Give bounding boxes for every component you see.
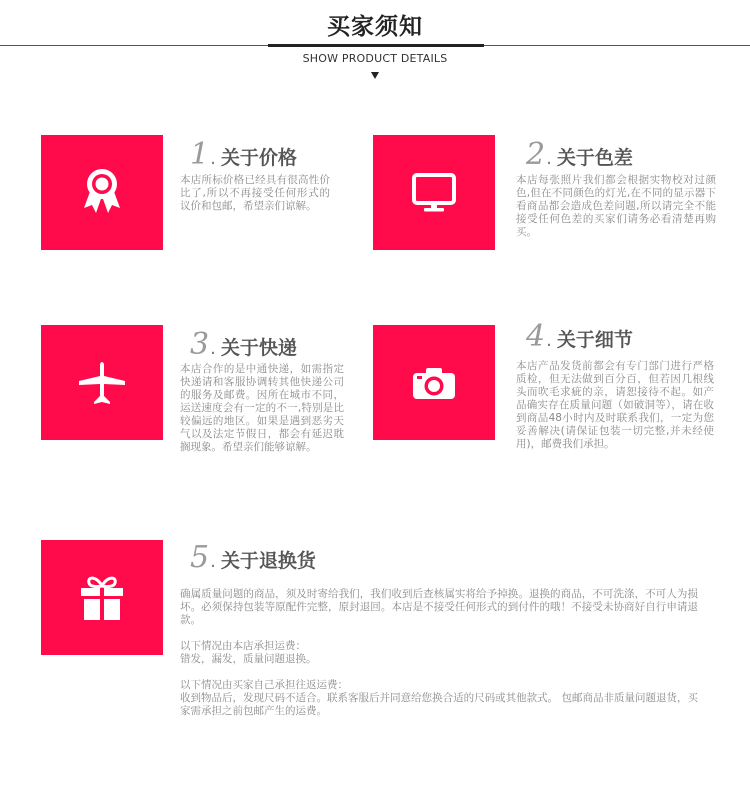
section-body-details: 本店产品发货前都会有专门部门进行严格质检，但无法做到百分百，但若因几根线头而吹毛求疵的亲，请恕接待不起。如产品确实存在质量问题（如破洞等），请在收到商品48小时内及时联系我们，一定为您妥善解决(请保证包装一切完整,并未经使用)，邮费我们承担。	[516, 360, 714, 450]
section-body-price: 本店所标价格已经具有很高性价比了,所以不再接受任何形式的议价和包邮，希望亲们谅解。	[180, 174, 330, 212]
section-heading: 关于价格	[220, 147, 297, 169]
section-number: 1	[190, 137, 210, 172]
section-number: 3	[190, 327, 210, 362]
price-icon-box	[41, 135, 163, 250]
gift-icon	[79, 574, 125, 622]
airplane-icon	[77, 360, 127, 406]
seller-pays-text: 错发，漏发，质量问题退换。	[180, 653, 317, 665]
section-heading: 关于色差	[556, 147, 633, 169]
details-icon-box	[373, 325, 495, 440]
camera-icon	[411, 365, 457, 401]
buyer-pays-text: 收到物品后，发现尺码不适合。联系客服后并同意给您换合适的尺码或其他款式。 包邮商品非质量问题退货，买家需承担之前包邮产生的运费。	[180, 692, 698, 717]
section-title-color: 2 . 关于色差	[526, 137, 633, 172]
down-arrow-icon	[371, 72, 379, 79]
title-underline	[268, 44, 484, 47]
section-heading: 关于快递	[220, 337, 297, 359]
section-number: 2	[526, 137, 546, 172]
delivery-icon-box	[41, 325, 163, 440]
section-number: 4	[526, 319, 546, 354]
section-body-color: 本店每张照片我们都会根据实物校对过颜色,但在不同颜色的灯光,在不同的显示器下看商品都会造成色差问题,所以请完全不能接受任何色差的买家们请务必看清楚再购买。	[516, 174, 716, 238]
section-body-delivery: 本店合作的是中通快递，如需指定快递请和客服协调转其他快递公司的服务及邮费。因所在城市不同，运送速度会有一定的不一,特别是比较偏远的地区。如果是遇到恶劣天气以及法定节假日，都会有延迟耽搁现象。希望亲们能够谅解。	[180, 363, 344, 453]
returns-icon-box	[41, 540, 163, 655]
section-title-details: 4 . 关于细节	[526, 319, 633, 354]
section-number: 5	[190, 540, 210, 575]
section-heading: 关于细节	[556, 329, 633, 351]
page-header	[0, 0, 750, 90]
returns-policy-text: 确属质量问题的商品，须及时寄给我们，我们收到后查核属实将给予掉换。退换的商品，不可洗涤，不可人为损坏。必须保持包装等原配件完整，原封退回。本店是不接受任何形式的到付件的哦！不接受未协商好自行申请退款。	[180, 588, 698, 626]
seller-pays-label: 以下情况由本店承担运费：	[180, 640, 306, 652]
buyer-pays-label: 以下情况由买家自己承担往返运费：	[180, 679, 348, 691]
ribbon-award-icon	[82, 167, 122, 219]
section-title-delivery: 3 . 关于快递	[190, 327, 297, 362]
page-subtitle: SHOW PRODUCT DETAILS	[302, 52, 448, 65]
section-title-returns: 5 . 关于退换货	[190, 540, 316, 575]
section-heading: 关于退换货	[220, 550, 316, 572]
color-icon-box	[373, 135, 495, 250]
section-title-price: 1 . 关于价格	[190, 137, 297, 172]
monitor-icon	[412, 173, 456, 213]
section-body-returns	[180, 588, 698, 718]
page-title: 买家须知	[327, 14, 423, 40]
